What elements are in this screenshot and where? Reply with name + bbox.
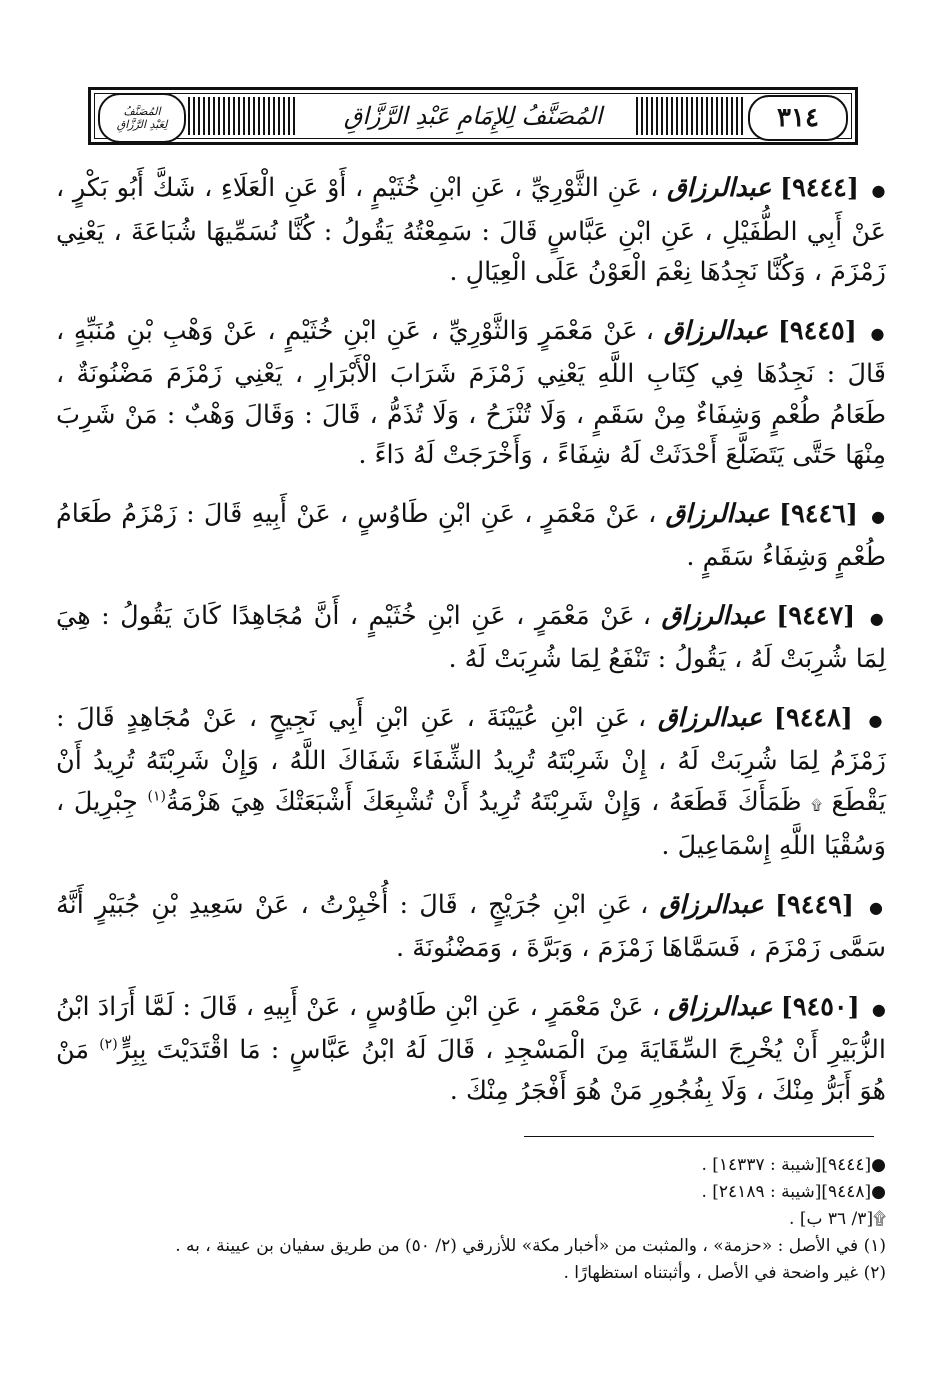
hadith-number: [٩٤٥٠] [780, 991, 860, 1022]
hadith-number: [٩٤٤٧] [776, 600, 856, 631]
bullet-icon: ● [870, 323, 887, 343]
logo-line-1: المُصَنَّفُ [123, 105, 161, 118]
page-number: ٣١٤ [748, 95, 848, 141]
hadith-text-continued: ظَمَأَكَ قَطَعَهُ ، وَإِنْ شَرِبْتَهُ تُرِيدُ أَنْ تُشْبِعَكَ أَشْبَعَتْكَ هِيَ هَزْمَةُ [165, 786, 802, 817]
hadith-9445 [56, 311, 886, 476]
main-text [56, 168, 886, 1129]
footnote-item: ●[٩٤٤٤][شيبة : ١٤٣٣٧] . [701, 1155, 886, 1175]
header-ornament-left [188, 97, 298, 135]
hadith-source: عبدالرزاق [661, 600, 766, 631]
footnote-item: ●[٩٤٤٨][شيبة : ٢٤١٨٩] . [701, 1182, 886, 1202]
footnote-item: (١) في الأصل : «حزمة» ، والمثبت من «أخبار مكة» للأزرقي (٢/ ٥٠) من طريق سفيان بن عيينة ، به . [175, 1236, 886, 1256]
hadith-text: ، عَنِ ابْنِ عُيَيْنَةَ ، عَنِ ابْنِ أَبِي نَجِيحٍ ، عَنْ مُجَاهِدٍ قَالَ : زَمْزَمُ لِمَا شُرِبَتْ لَهُ ، إِنْ شَرِبْتَهُ تُرِيدُ الشِّفَاءَ شَفَاكَ اللَّهُ ، وَإِنْ شَرِبْتَهُ تُرِيدُ أَنْ يَقْطَعَ [56, 702, 887, 817]
folio-mark-icon: ۩ [811, 797, 822, 814]
footnote-item: (٢) غير واضحة في الأصل ، وأثبتناه استظهارًا . [563, 1263, 886, 1283]
bullet-icon: ● [869, 897, 886, 917]
bullet-icon: ● [869, 608, 886, 628]
footnote-item: ۩[٣/ ٣٦ ب] . [789, 1209, 886, 1229]
hadith-text: ، عَنْ مَعْمَرٍ ، عَنِ ابْنِ طَاوُسٍ ، عَنْ أَبِيهِ قَالَ : زَمْزَمُ طَعَامُ طُعْمٍ وَشِفَاءُ سَقَمٍ . [56, 498, 886, 572]
hadith-number: [٩٤٤٤] [779, 173, 859, 203]
hadith-9449 [56, 885, 886, 969]
hadith-text-continued: مَنْ هُوَ أَبَرُّ مِنْكَ ، وَلَا بِفُجُورِ مَنْ هُوَ أَفْجَرُ مِنْكَ . [56, 1035, 886, 1106]
book-logo [98, 93, 186, 143]
bullet-icon: ● [871, 506, 887, 526]
hadith-text: ، عَنْ مَعْمَرٍ ، عَنِ ابْنِ طَاوُسٍ ، عَنْ أَبِيهِ ، قَالَ : لَمَّا أَرَادَ ابْنُ الزُّبَيْرِ أَنْ يُخْرِجَ السِّقَايَةَ مِنَ الْمَسْجِدِ ، قَالَ لَهُ ابْنُ عَبَّاسٍ : مَا اقْتَدَيْتَ بِبِرٍّ [56, 991, 886, 1065]
hadith-text-end: جِبْرِيلَ ، وَسُقْيَا اللَّهِ إِسْمَاعِيلَ . [56, 786, 886, 861]
hadith-number: [٩٤٤٥] [777, 315, 857, 346]
hadith-9447 [56, 596, 886, 680]
bullet-icon: ● [868, 710, 886, 730]
hadith-number: [٩٤٤٨] [773, 702, 853, 733]
hadith-source: عبدالرزاق [657, 702, 763, 733]
footnote-ref-1[interactable]: (١) [147, 788, 166, 804]
hadith-number: [٩٤٤٦] [779, 498, 858, 529]
hadith-text: ، عَنْ مَعْمَرٍ وَالثَّوْرِيِّ ، عَنِ ابْنِ خُثَيْمٍ ، عَنْ وَهْبِ بْنِ مُنَبِّهٍ ، قَالَ : نَجِدُهَا فِي كِتَابِ اللَّهِ يَعْنِي زَمْزَمَ شَرَابَ الْأَبْرَارِ ، يَعْنِي زَمْزَمَ مَضْنُونَةٌ ، طَعَامُ طُعْمٍ وَشِفَاءٌ مِنْ سَقَمٍ ، وَلَا تُنْزَحُ ، وَلَا تُذَمُّ ، قَالَ : وَقَالَ وَهْبٌ : مَنْ شَرِبَ مِنْهَا حَتَّى يَتَضَلَّعَ أَحْدَثَتْ لَهُ شِفَاءً ، وَأَخْرَجَتْ لَهُ دَاءً . [56, 315, 886, 470]
hadith-number: [٩٤٤٩] [774, 889, 854, 920]
hadith-source: عبدالرزاق [659, 889, 764, 920]
hadith-source: عبدالرزاق [668, 991, 773, 1022]
hadith-text: ، عَنْ مَعْمَرٍ ، عَنِ ابْنِ خُثَيْمٍ ، أَنَّ مُجَاهِدًا كَانَ يَقُولُ : هِيَ لِمَا شُرِبَتْ لَهُ ، يَقُولُ : تَنْفَعُ لِمَا شُرِبَتْ لَهُ . [56, 600, 886, 674]
hadith-9450 [56, 987, 886, 1112]
footnote-separator [524, 1136, 874, 1137]
bullet-icon: ● [871, 999, 886, 1019]
hadith-9446 [56, 494, 886, 578]
book-title: المُصَنَّفُ لِلإِمَامِ عَبْدِ الرَّزَّاقِ [318, 95, 628, 137]
footnotes [56, 1152, 886, 1287]
hadith-source: عبدالرزاق [665, 498, 770, 529]
header-ornament-right [636, 97, 746, 135]
hadith-9444 [56, 168, 886, 293]
footnote-ref-2[interactable]: (٢) [99, 1036, 118, 1053]
hadith-text: ، عَنِ الثَّوْرِيِّ ، عَنِ ابْنِ خُثَيْمٍ ، أَوْ عَنِ الْعَلَاءِ ، شَكَّ أَبُو بَكْرٍ ، عَنْ أَبِي الطُّفَيْلِ ، عَنِ ابْنِ عَبَّاسٍ قَالَ : سَمِعْتُهُ يَقُولُ : كُنَّا نُسَمِّيهَا شُبَاعَةَ ، يَعْنِي زَمْزَمَ ، وَكُنَّا نَجِدُهَا نِعْمَ الْعَوْنُ عَلَى الْعِيَالِ . [56, 173, 886, 287]
bullet-icon: ● [871, 181, 886, 200]
hadith-source: عبدالرزاق [666, 173, 772, 203]
hadith-9448 [56, 698, 886, 867]
hadith-text: ، عَنِ ابْنِ جُرَيْجٍ ، قَالَ : أُخْبِرْتُ ، عَنْ سَعِيدِ بْنِ جُبَيْرٍ أَنَّهُ سَمَّى زَمْزَمَ ، فَسَمَّاهَا زَمْزَمَ ، وَبَرَّةَ ، وَمَضْنُونَةَ . [56, 889, 886, 963]
logo-line-2: لِعَبْدِ الرَّزَّاقِ [116, 118, 168, 131]
page-header [88, 87, 858, 145]
hadith-source: عبدالرزاق [663, 315, 769, 346]
